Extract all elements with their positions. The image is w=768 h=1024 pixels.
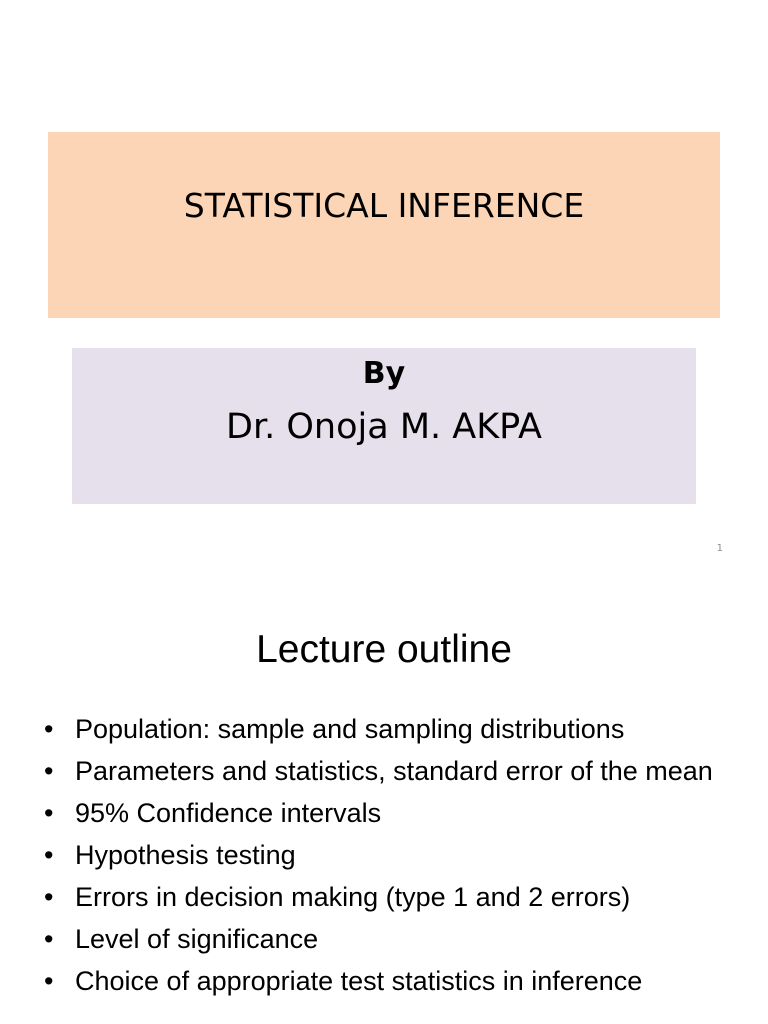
bullet-item: • Population: sample and sampling distributions xyxy=(44,712,734,746)
bullet-item: • Parameters and statistics, standard error of the mean xyxy=(44,754,734,788)
bullet-item: • Hypothesis testing xyxy=(44,838,734,872)
bullet-item: • Choice of appropriate test statistics in inference xyxy=(44,964,734,998)
slide-number: 1 xyxy=(716,543,723,554)
author-name: Dr. Onoja M. AKPA xyxy=(226,407,542,447)
outline-title: Lecture outline xyxy=(256,628,512,671)
outline-bullet-list xyxy=(44,712,734,1006)
bullet-item: • 95% Confidence intervals xyxy=(44,796,734,830)
slide-title: STATISTICAL INFERENCE xyxy=(183,186,585,225)
bullet-item: • Errors in decision making (type 1 and 2 errors) xyxy=(44,880,734,914)
by-label: By xyxy=(362,356,406,391)
bullet-item: • Level of significance xyxy=(44,922,734,956)
